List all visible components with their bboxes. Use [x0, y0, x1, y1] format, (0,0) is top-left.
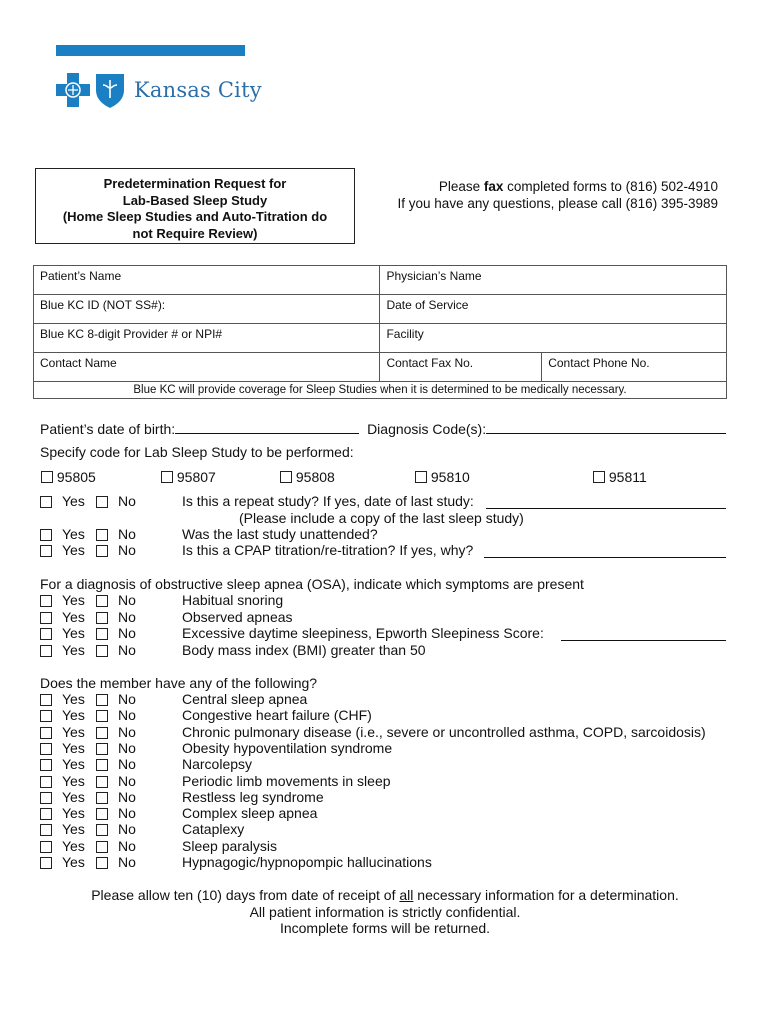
yes-checkbox[interactable]: [40, 759, 52, 771]
cpap-reason-field[interactable]: [484, 544, 726, 558]
no-label: No: [118, 723, 136, 740]
no-label: No: [118, 788, 136, 805]
checkbox[interactable]: [593, 471, 605, 483]
no-label: No: [118, 641, 136, 658]
field-label: Contact Fax No.: [386, 356, 474, 370]
contact-phone-field[interactable]: [542, 353, 727, 382]
no-label: No: [118, 756, 136, 773]
no-checkbox[interactable]: [96, 727, 108, 739]
logo-bar: [56, 45, 245, 56]
member-condition-row: [0, 838, 770, 855]
no-checkbox[interactable]: [96, 824, 108, 836]
footer-line-1: [0, 887, 770, 904]
yes-label: Yes: [62, 625, 85, 641]
no-checkbox[interactable]: [96, 496, 108, 508]
code-option[interactable]: [593, 469, 647, 485]
code-label: 95811: [608, 469, 647, 485]
field-label: Date of Service: [386, 298, 469, 312]
no-label: No: [118, 805, 136, 822]
dob-field[interactable]: [175, 420, 359, 434]
fax-number-text: completed forms to (816) 502-4910: [503, 179, 718, 194]
code-label: 95808: [295, 469, 335, 485]
form-title-line: Lab-Based Sleep Study: [122, 192, 268, 208]
yes-checkbox[interactable]: [40, 496, 52, 508]
question-text: Was the last study unattended?: [182, 526, 378, 542]
member-condition-row: [0, 707, 770, 724]
field-label: Patient’s Name: [40, 269, 122, 283]
footer-text: necessary information for a determination.: [413, 887, 679, 903]
checkbox[interactable]: [161, 471, 173, 483]
physicians-name-field[interactable]: [380, 266, 727, 295]
bluekc-id-field[interactable]: [34, 295, 380, 324]
yes-checkbox[interactable]: [40, 694, 52, 706]
no-label: No: [118, 625, 136, 641]
unattended-row: [0, 526, 770, 543]
no-checkbox[interactable]: [96, 595, 108, 607]
field-label: Physician’s Name: [386, 269, 482, 283]
diagnosis-label: Diagnosis Code(s):: [367, 421, 487, 437]
member-condition-row: [0, 691, 770, 708]
blue-shield-icon: [94, 71, 126, 109]
no-checkbox[interactable]: [96, 743, 108, 755]
member-condition-row: [0, 724, 770, 741]
no-label: No: [118, 854, 136, 870]
footer-line-2: All patient information is strictly confidential.: [249, 904, 521, 920]
no-label: No: [118, 542, 136, 558]
member-condition-row: [0, 821, 770, 838]
yes-label: Yes: [62, 641, 85, 658]
patients-name-field[interactable]: [34, 266, 380, 295]
yes-checkbox[interactable]: [40, 612, 52, 624]
yes-checkbox[interactable]: [40, 595, 52, 607]
member-condition-text: Congestive heart failure (CHF): [182, 707, 372, 724]
yes-checkbox[interactable]: [40, 841, 52, 853]
field-label: Blue KC 8-digit Provider # or NPI#: [40, 327, 223, 341]
member-condition-text: Sleep paralysis: [182, 837, 277, 854]
yes-label: Yes: [62, 526, 85, 542]
yes-checkbox[interactable]: [40, 645, 52, 657]
bluecross-blueshield-logo: [56, 70, 262, 110]
yes-label: Yes: [62, 691, 85, 707]
contact-name-field[interactable]: [34, 353, 380, 382]
no-checkbox[interactable]: [96, 628, 108, 640]
fax-instructions: [380, 178, 718, 212]
no-label: No: [118, 837, 136, 854]
yes-label: Yes: [62, 854, 85, 870]
questions-line: If you have any questions, please call (816) 395-3989: [397, 196, 718, 211]
checkbox[interactable]: [280, 471, 292, 483]
member-condition-text: Restless leg syndrome: [182, 788, 324, 805]
no-checkbox[interactable]: [96, 841, 108, 853]
osa-symptom-text: Habitual snoring: [182, 592, 284, 608]
yes-checkbox[interactable]: [40, 808, 52, 820]
yes-checkbox[interactable]: [40, 824, 52, 836]
field-label: Contact Phone No.: [548, 356, 650, 370]
diagnosis-field[interactable]: [486, 420, 726, 434]
no-checkbox[interactable]: [96, 776, 108, 788]
osa-intro: For a diagnosis of obstructive sleep apnea (OSA), indicate which symptoms are present: [40, 576, 584, 592]
no-label: No: [118, 772, 136, 789]
member-condition-text: Chronic pulmonary disease (i.e., severe or uncontrolled asthma, COPD, sarcoidosis): [182, 723, 706, 740]
osa-symptom-text: Excessive daytime sleepiness, Epworth Sleepiness Score:: [182, 625, 544, 641]
fax-prefix: Please: [438, 179, 484, 194]
no-checkbox[interactable]: [96, 759, 108, 771]
form-title-line: not Require Review): [132, 225, 258, 241]
field-label: Blue KC ID (NOT SS#):: [40, 298, 166, 312]
no-checkbox[interactable]: [96, 710, 108, 722]
yes-label: Yes: [62, 493, 85, 509]
yes-checkbox[interactable]: [40, 727, 52, 739]
member-condition-row: [0, 773, 770, 790]
footer-text: Please allow ten (10) days from date of receipt of: [91, 887, 400, 903]
no-checkbox[interactable]: [96, 792, 108, 804]
brand-name: Kansas City: [134, 78, 262, 102]
specify-label: Specify code for Lab Sleep Study to be performed:: [40, 444, 354, 460]
form-title-line: Predetermination Request for: [103, 176, 287, 191]
yes-label: Yes: [62, 805, 85, 822]
member-condition-row: [0, 854, 770, 871]
member-condition-row: [0, 789, 770, 806]
osa-symptom-row: [0, 609, 770, 626]
code-label: 95810: [430, 469, 470, 485]
yes-label: Yes: [62, 821, 85, 838]
fax-bold: fax: [483, 179, 504, 194]
code-option[interactable]: [280, 469, 335, 485]
repeat-note: (Please include a copy of the last sleep study): [239, 510, 524, 526]
dob-label: Patient’s date of birth:: [40, 421, 176, 437]
fax-line: [380, 178, 718, 195]
member-condition-row: [0, 740, 770, 757]
no-checkbox[interactable]: [96, 645, 108, 657]
yes-label: Yes: [62, 788, 85, 805]
member-condition-text: Periodic limb movements in sleep: [182, 772, 391, 789]
member-condition-row: [0, 805, 770, 822]
member-condition-text: Obesity hypoventilation syndrome: [182, 739, 393, 756]
cpap-row: [0, 542, 770, 559]
code-option[interactable]: [415, 469, 470, 485]
no-label: No: [118, 739, 136, 756]
yes-label: Yes: [62, 592, 85, 608]
repeat-study-row: [0, 493, 770, 510]
yes-label: Yes: [62, 542, 85, 558]
yes-checkbox[interactable]: [40, 628, 52, 640]
footer-underlined: all: [399, 887, 414, 903]
no-label: No: [118, 526, 136, 542]
osa-symptom-row: [0, 592, 770, 609]
no-checkbox[interactable]: [96, 545, 108, 557]
epworth-score-field[interactable]: [561, 627, 726, 641]
field-label: Facility: [386, 327, 424, 341]
yes-checkbox[interactable]: [40, 710, 52, 722]
yes-checkbox[interactable]: [40, 529, 52, 541]
no-checkbox[interactable]: [96, 694, 108, 706]
yes-checkbox[interactable]: [40, 545, 52, 557]
code-label: 95807: [176, 469, 216, 485]
yes-checkbox[interactable]: [40, 857, 52, 869]
coverage-note: Blue KC will provide coverage for Sleep Studies when it is determined to be medically necessary.: [34, 382, 727, 399]
code-option[interactable]: [161, 469, 216, 485]
member-condition-text: Hypnagogic/hypnopompic hallucinations: [182, 854, 432, 870]
no-checkbox[interactable]: [96, 808, 108, 820]
osa-symptom-text: Observed apneas: [182, 608, 293, 625]
member-condition-row: [0, 756, 770, 773]
code-label: 95805: [56, 469, 96, 485]
no-label: No: [118, 691, 136, 707]
osa-symptom-text: Body mass index (BMI) greater than 50: [182, 641, 426, 658]
no-label: No: [118, 493, 136, 509]
no-checkbox[interactable]: [96, 612, 108, 624]
osa-symptom-row: [0, 625, 770, 642]
yes-checkbox[interactable]: [40, 792, 52, 804]
no-label: No: [118, 608, 136, 625]
yes-label: Yes: [62, 608, 85, 625]
yes-label: Yes: [62, 723, 85, 740]
member-condition-text: Complex sleep apnea: [182, 805, 318, 822]
yes-label: Yes: [62, 707, 85, 724]
dob-diagnosis-row: [40, 420, 726, 438]
yes-label: Yes: [62, 772, 85, 789]
patient-info-table: [33, 265, 727, 399]
yes-label: Yes: [62, 837, 85, 854]
form-title-box: [35, 168, 355, 244]
member-intro: Does the member have any of the following?: [40, 675, 318, 691]
provider-number-field[interactable]: [34, 324, 380, 353]
yes-label: Yes: [62, 739, 85, 756]
member-condition-text: Narcolepsy: [182, 756, 253, 773]
blue-cross-icon: [56, 73, 90, 107]
checkbox[interactable]: [415, 471, 427, 483]
yes-checkbox[interactable]: [40, 776, 52, 788]
form-title-line: (Home Sleep Studies and Auto-Titration do: [62, 209, 328, 224]
question-text: Is this a repeat study? If yes, date of last study:: [182, 493, 474, 509]
no-checkbox[interactable]: [96, 857, 108, 869]
date-of-service-field[interactable]: [380, 295, 727, 324]
contact-fax-field[interactable]: [380, 353, 542, 382]
yes-checkbox[interactable]: [40, 743, 52, 755]
no-label: No: [118, 821, 136, 838]
footer-line-3: Incomplete forms will be returned.: [279, 920, 491, 936]
no-label: No: [118, 592, 136, 608]
code-option[interactable]: [41, 469, 96, 485]
field-label: Contact Name: [40, 356, 117, 370]
member-condition-text: Central sleep apnea: [182, 691, 308, 707]
yes-label: Yes: [62, 756, 85, 773]
no-label: No: [118, 707, 136, 724]
facility-field[interactable]: [380, 324, 727, 353]
checkbox[interactable]: [41, 471, 53, 483]
question-text: Is this a CPAP titration/re-titration? If yes, why?: [182, 542, 474, 558]
last-study-date-field[interactable]: [486, 495, 726, 509]
no-checkbox[interactable]: [96, 529, 108, 541]
member-condition-text: Cataplexy: [182, 821, 245, 838]
osa-symptom-row: [0, 642, 770, 659]
